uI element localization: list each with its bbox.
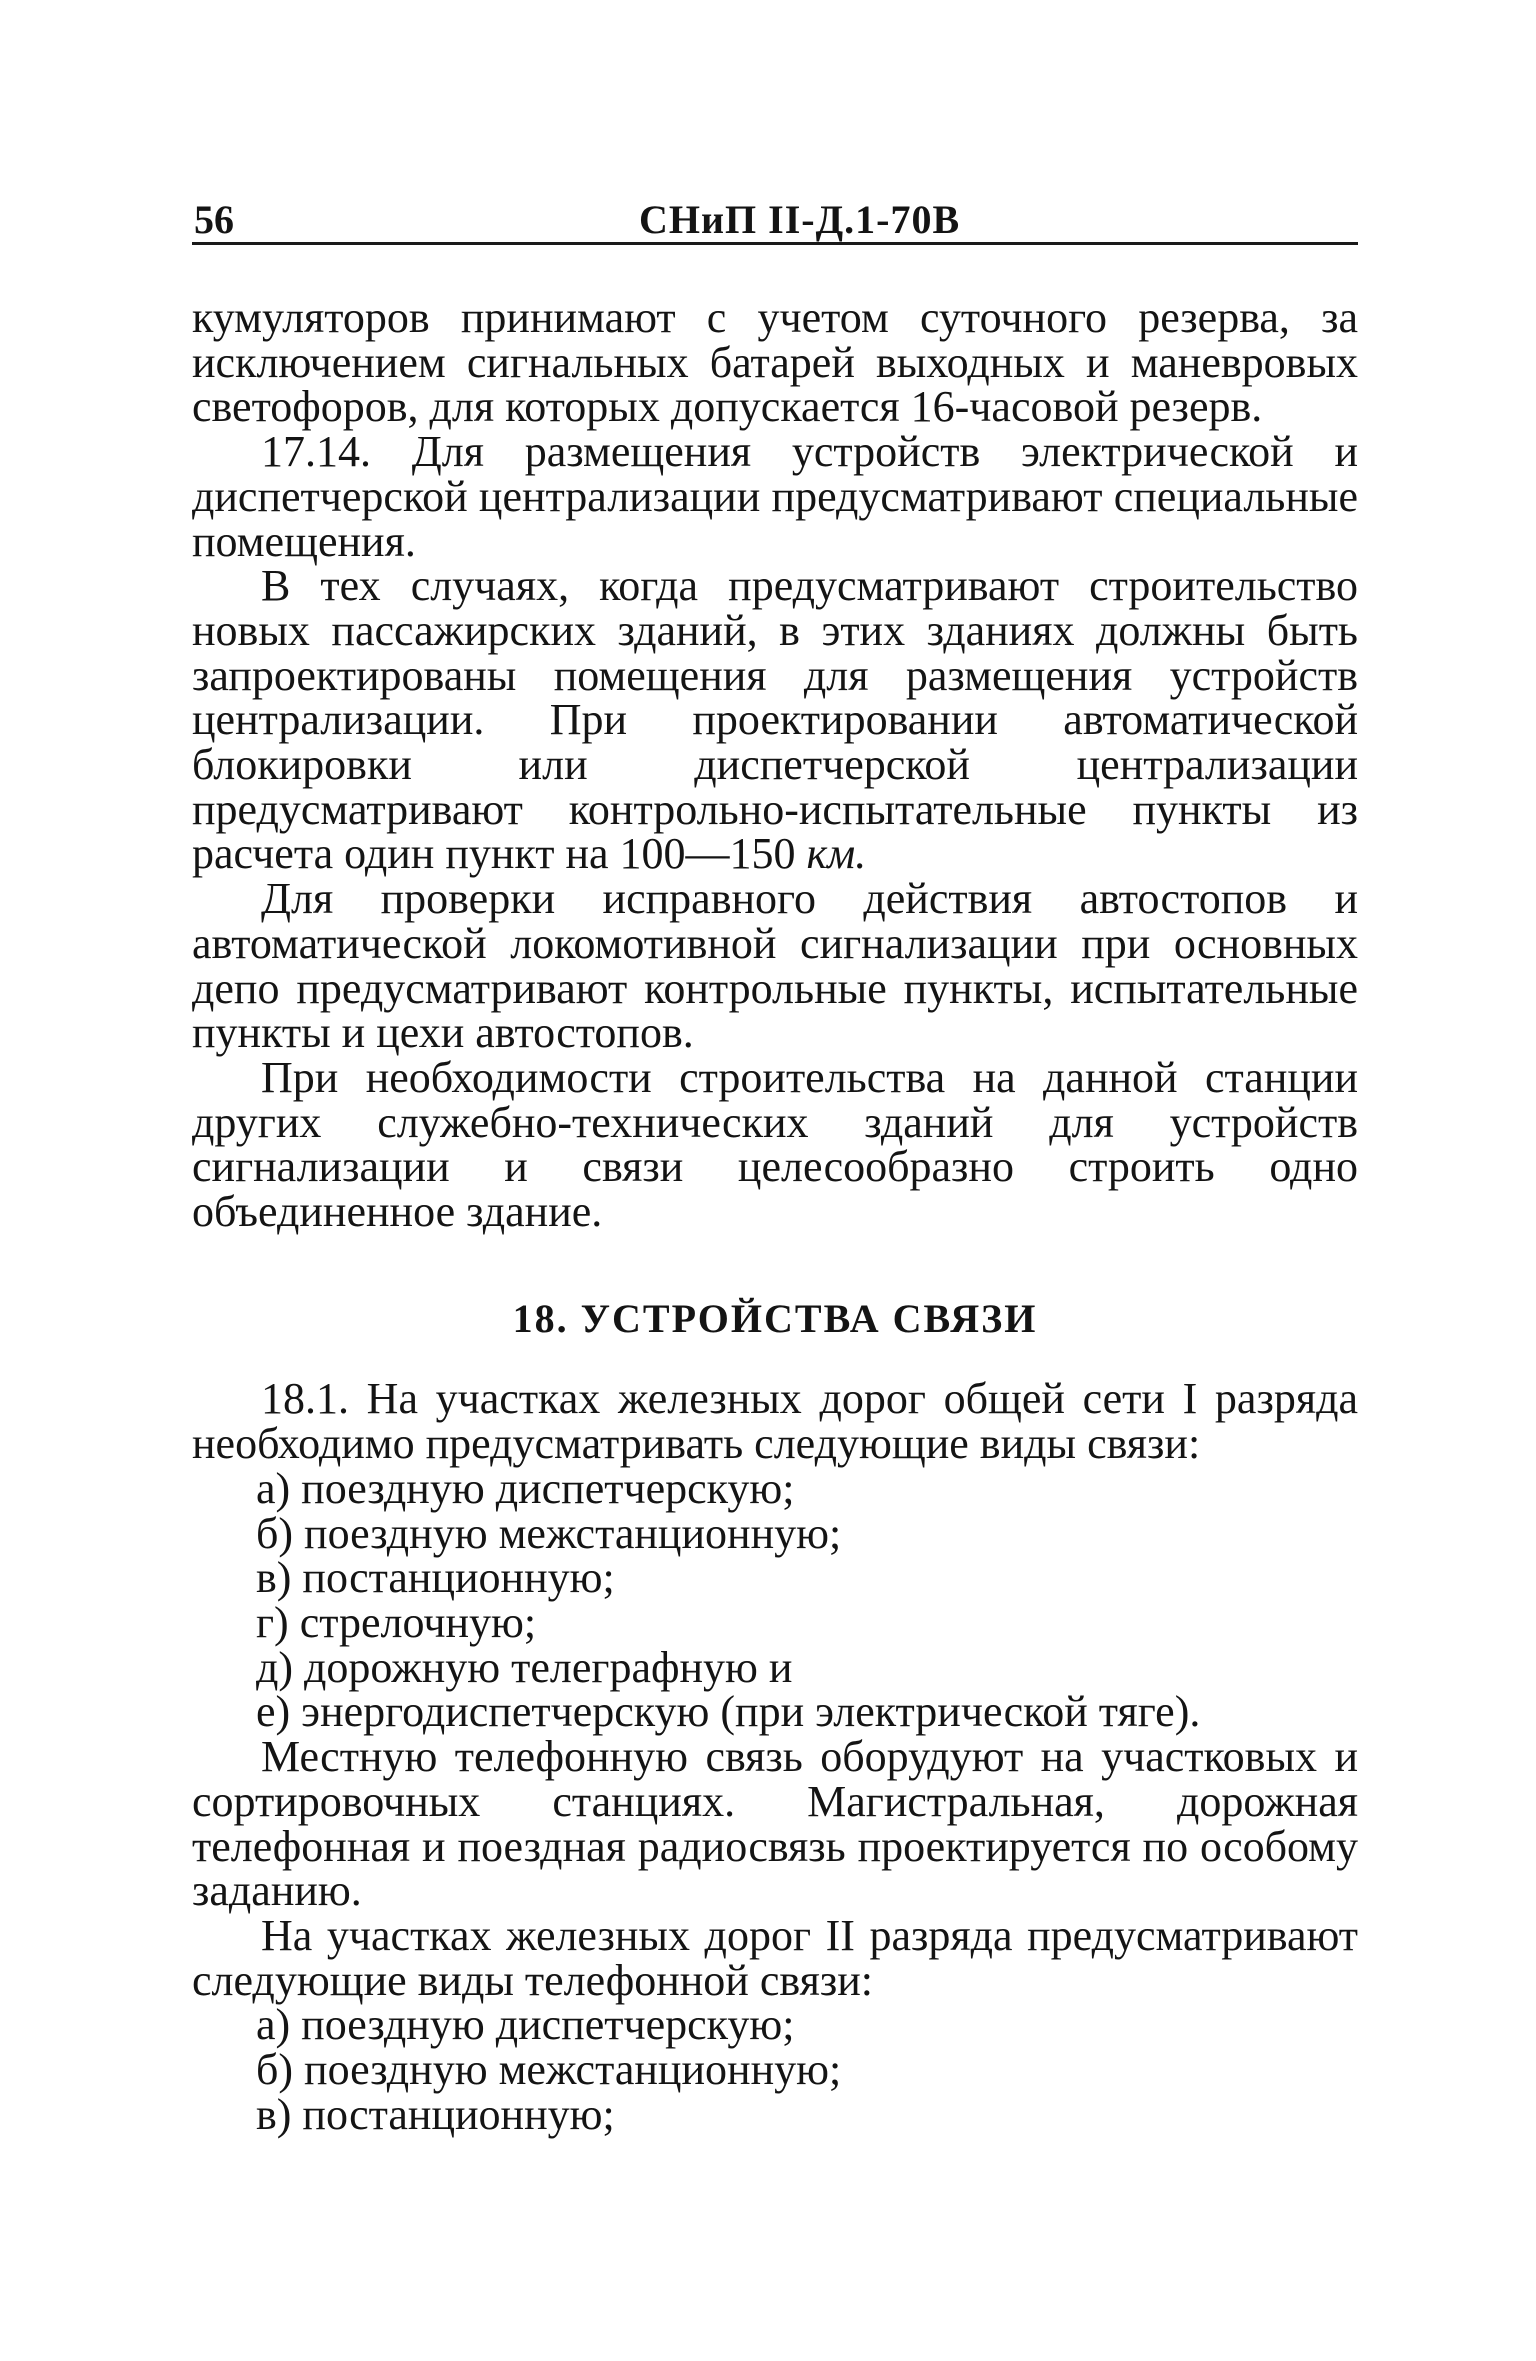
communication-types-list xyxy=(192,1463,1358,1737)
list-item: д) дорожную телеграфную и xyxy=(256,1642,793,1692)
list-item: а) поездную диспетчерскую; xyxy=(256,1463,795,1513)
list-item: б) поездную межстанционную; xyxy=(256,1508,842,1558)
unit-km: км. xyxy=(806,829,867,879)
paragraph-combined-building: При необходимости строительства на данной станции других служебно-технических зданий для устройств сигнализации и связи целесообразно строить одно объединенное здание. xyxy=(192,1052,1358,1237)
document-code: СНиП II-Д.1-70В xyxy=(639,197,961,242)
list-item: б) поездную межстанционную; xyxy=(256,2045,842,2095)
page-number: 56 xyxy=(194,197,234,242)
page-body xyxy=(192,293,1358,2139)
list-item: в) постанционную; xyxy=(256,1553,615,1603)
paragraph-local-telephone: Местную телефонную связь оборудуют на участковых и сортировочных станциях. Магистральная, дорожная телефонная и поездная радиосвязь проектируется по особому заданию. xyxy=(192,1732,1358,1916)
paragraph-centralization-premises xyxy=(192,561,1358,879)
list-item: г) стрелочную; xyxy=(256,1597,537,1647)
paragraph-continuation: кумуляторов принимают с учетом суточного резерва, за исключением сигнальных батарей выходных и маневровых светофоров, для которых допускается 16-часовой резерв. xyxy=(192,293,1358,432)
list-item: а) поездную диспетчерскую; xyxy=(256,2000,795,2050)
paragraph-text: В тех случаях, когда предусматривают строительство новых пассажирских зданий, в этих зданиях должны быть запроектированы помещения для размещения устройств централизации. При проектировании автоматической блокировки или диспетчерской централизации предусматривают контрольно-испытательные пункты из расчета один пункт на 100—150 xyxy=(192,561,1358,879)
list-item: е) энергодиспетчерскую (при электрической тяге). xyxy=(256,1687,1201,1737)
paragraph-autostop-checks: Для проверки исправного действия автостопов и автоматической локомотивной сигнализации при основных депо предусматривают контрольные пункты, испытательные пункты и цехи автостопов. xyxy=(192,874,1358,1058)
page-header xyxy=(192,186,1358,245)
section-title: 18. УСТРОЙСТВА СВЯЗИ xyxy=(512,1295,1038,1341)
paragraph-17-14: 17.14. Для размещения устройств электрической и диспетчерской централизации предусматривают специальные помещения. xyxy=(192,427,1358,566)
paragraph-class-ii: На участках железных дорог II разряда предусматривают следующие виды телефонной связи: xyxy=(192,1910,1358,2005)
list-item: в) постанционную; xyxy=(256,2089,615,2139)
telephone-types-list xyxy=(192,2000,1358,2139)
paragraph-18-1: 18.1. На участках железных дорог общей сети I разряда необходимо предусматривать следующие виды связи: xyxy=(192,1374,1358,1469)
